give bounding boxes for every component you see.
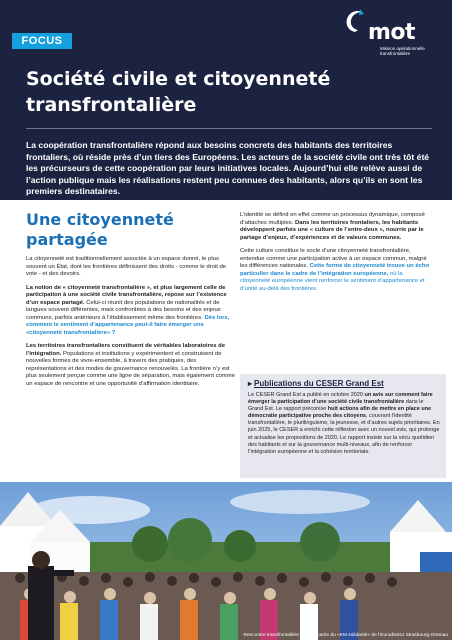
publications-text [248,392,440,456]
left-p2-bold: La notion de « citoyenneté transfrontalière », et plus largement celle de participation à une société civile transfrontalière, repose sur l’existence d’un espace partagé. [26,284,227,306]
box-text-3: , couvrant l’identité transfrontalière, le plurilinguisme, la jeunesse, et d’autres sujets prioritaires. En juin 2025, le CESER a enrichi cette réflexion avec un nouvel avis, qui prolonge et actualise les propositions de 2020. Le rapport insiste sur la vécu quotidien des habitants et sur la gouvernance multi-niveaux, afin de renforcer l’intégration européenne et la cohésion territoriale. [248,413,440,455]
focus-tag: FOCUS [12,33,72,49]
right-p1-bold: Dans les territoires frontaliers, les habitants développent parfois une « culture de l’entre-deux », nourrie par le partage d’enjeux, d’expériences et de valeurs communes. [240,219,424,241]
photo-caption: Rencontre transfrontalière dans le cadre du «KM solidarité» de l’Eurodistrict Strasbourg-Ortenau [243,633,448,638]
box-bold-1: un avis sur comment faire émerger la participation d’une société civile transfrontalière [248,392,433,406]
right-p2-text: Cette culture constitue le socle d’une citoyenneté transfrontalière, entendue comme une participation active à un espace commun, malgré les différences nationales. [240,248,427,269]
left-paragraph-2 [26,285,236,338]
intro-paragraph: La coopération transfrontalière répond aux besoins concrets des habitants des territoires frontaliers, où réside près d’un tiers des Européens. Les acteurs de la société civile ont très tôt été les précurseurs de cette coopération par leurs initiatives locales. Aujourd’hui elle relève aussi de l’action publique mais les réalisations restent peu connues des habitants, alors qu’ils en sont les premiers destinataires. [26,140,430,197]
publications-title-text: Publications du CESER Grand Est [254,379,384,388]
box-text-2: dans le Grand Est. Le rapport préconise [248,399,424,413]
right-paragraph-1 [240,212,432,242]
box-bold-2: huit actions afin de mettre en place une démocratie participative proche des citoyens [248,406,432,420]
right-paragraph-2 [240,248,432,293]
page-title: Société civile et citoyenneté transfrontalière [26,68,331,116]
right-column [240,212,432,299]
right-p2-blue: Cette forme de citoyenneté trouve un écho particulier dans le cadre de l’intégration européenne, [240,263,430,277]
publications-box [240,374,446,478]
chevron-right-icon: ▸ [248,379,253,388]
logo-swirl-icon [340,6,370,36]
event-photo [0,482,452,640]
logo-text: mot [368,20,416,45]
left-column [26,210,236,394]
header-banner [0,0,452,200]
logo-subtitle: Mission opérationnelle transfrontalière [380,46,425,56]
left-p2-question: Dès lors, comment le sentiment d’appartenance peut-il faire émerger une «citoyenneté transfrontalière» ? [26,314,230,336]
left-p2-text: Celui-ci réunit des populations de nationalités et de langues souvent différentes, mais confrontées à des besoins et des enjeux communs, parfois antérieurs à l’établissement même des frontières. [26,299,221,321]
left-p3-text: Populations et institutions y expérimentent et construisent de nouvelles formes de vivre-ensemble, à travers des pratiques, des représentations et des modes de gouvernance renouvelés. La frontière n’y est plus seulement perçue comme une ligne de séparation, mais également comme un espace de rencontre et une opportunité d’affirmation identitaire. [26,350,235,387]
box-text-1: Le CESER Grand Est a publié en octobre 2020 [248,392,365,398]
left-paragraph-1: La citoyenneté est traditionnellement associée à un espace donné, le plus souvent un État, dont les frontières définissent des droits - comme le droit de vote - et des devoirs. [26,256,227,277]
right-p1-text: L’identité se définit en effet comme un processus dynamique, composé d’attaches multiples. [240,212,425,226]
section-title: Une citoyenneté partagée [26,210,174,249]
left-paragraph-3 [26,343,236,388]
publications-title [248,379,384,388]
title-divider [26,128,432,129]
left-p3-bold: Les territoires transfrontaliers constituent de véritables laboratoires de l’intégration. [26,343,226,357]
right-p2-blue-plain: où la citoyenneté européenne vient renforcer le sentiment d’appartenance et d’unité au-delà des frontières. [240,270,425,292]
event-photo-illustration [0,482,452,640]
